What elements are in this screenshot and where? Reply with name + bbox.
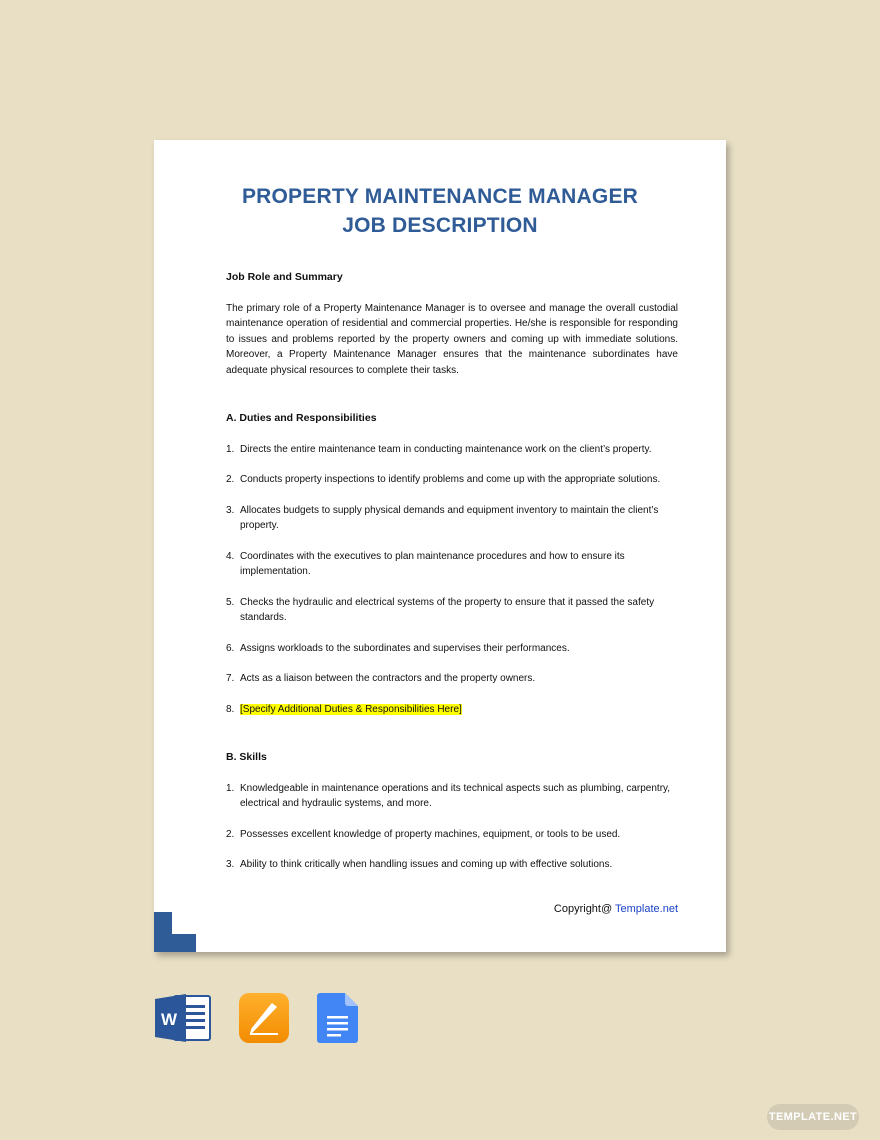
duty-item (226, 702, 678, 718)
summary-heading: Job Role and Summary (226, 271, 343, 283)
list-number: 5. (226, 596, 235, 608)
skill-item (226, 781, 678, 812)
list-number: 4. (226, 550, 235, 562)
list-number: 8. (226, 703, 235, 715)
copyright-label: Copyright@ (553, 903, 616, 915)
duty-text: Coordinates with the executives to plan maintenance procedures and how to ensure its implementation. (240, 550, 625, 577)
list-number: 2. (226, 474, 235, 485)
document-content (226, 270, 678, 873)
duties-heading: A. Duties and Responsibilities (226, 412, 377, 424)
skill-item (226, 857, 678, 873)
list-number: 1. (226, 443, 235, 455)
template-net-watermark: TEMPLATE.NET (767, 1104, 859, 1130)
duty-text: Allocates budgets to supply physical demands and equipment inventory to maintain the client’s property. (240, 504, 659, 531)
duty-item (226, 641, 678, 657)
copyright-notice (554, 903, 678, 915)
duty-text: Acts as a liaison between the contractors and the property owners. (240, 673, 536, 684)
copyright-link[interactable]: Template.net (615, 903, 678, 915)
list-number: 2. (226, 828, 235, 840)
duty-item (226, 671, 678, 687)
duties-list (226, 442, 678, 718)
svg-text:W: W (160, 1010, 178, 1029)
list-number: 7. (226, 673, 235, 684)
duty-text: Conducts property inspections to identify problems and come up with the appropriate solutions. (240, 474, 661, 485)
duty-item (226, 503, 678, 534)
duty-text: Assigns workloads to the subordinates and supervises their performances. (240, 642, 570, 654)
skills-heading: B. Skills (226, 751, 267, 763)
summary-paragraph: The primary role of a Property Maintenance Manager is to oversee and manage the overall custodial maintenance operation of residential and commercial properties. He/she is responsible for responding to issues and problems reported by the property owners and coming up with immediate solutions. Moreover, a Property Maintenance Manager ensures that the maintenance subordinates have adequate physical resources to complete their tasks. (226, 302, 678, 376)
list-number: 3. (226, 504, 235, 516)
highlighted-placeholder-text: [Specify Additional Duties & Responsibilities Here] (240, 703, 462, 715)
skill-item (226, 827, 678, 843)
google-docs-icon[interactable] (317, 993, 359, 1043)
list-number: 3. (226, 859, 235, 870)
skill-text: Possesses excellent knowledge of property machines, equipment, or tools to be used. (240, 828, 621, 840)
skill-text: Ability to think critically when handling issues and coming up with effective solutions. (240, 859, 613, 870)
skills-list (226, 781, 678, 873)
duty-text: Checks the hydraulic and electrical systems of the property to ensure that it passed the safety standards. (240, 596, 655, 623)
skill-text: Knowledgeable in maintenance operations and its technical aspects such as plumbing, carpentry, electrical and hydraulic systems, and more. (240, 782, 671, 809)
apple-pages-icon[interactable] (239, 993, 289, 1043)
microsoft-word-icon[interactable] (155, 993, 211, 1043)
duty-item (226, 549, 678, 580)
title-line-2: JOB DESCRIPTION (342, 214, 538, 237)
list-number: 6. (226, 642, 235, 654)
duty-item (226, 472, 678, 488)
title-line-1: PROPERTY MAINTENANCE MANAGER (241, 185, 639, 208)
document-title (154, 182, 726, 240)
corner-accent-icon (154, 912, 196, 952)
duty-item (226, 442, 678, 458)
document-page (154, 140, 726, 952)
duty-text: Directs the entire maintenance team in conducting maintenance work on the client’s property. (240, 443, 652, 455)
duty-item (226, 595, 678, 626)
list-number: 1. (226, 782, 235, 794)
